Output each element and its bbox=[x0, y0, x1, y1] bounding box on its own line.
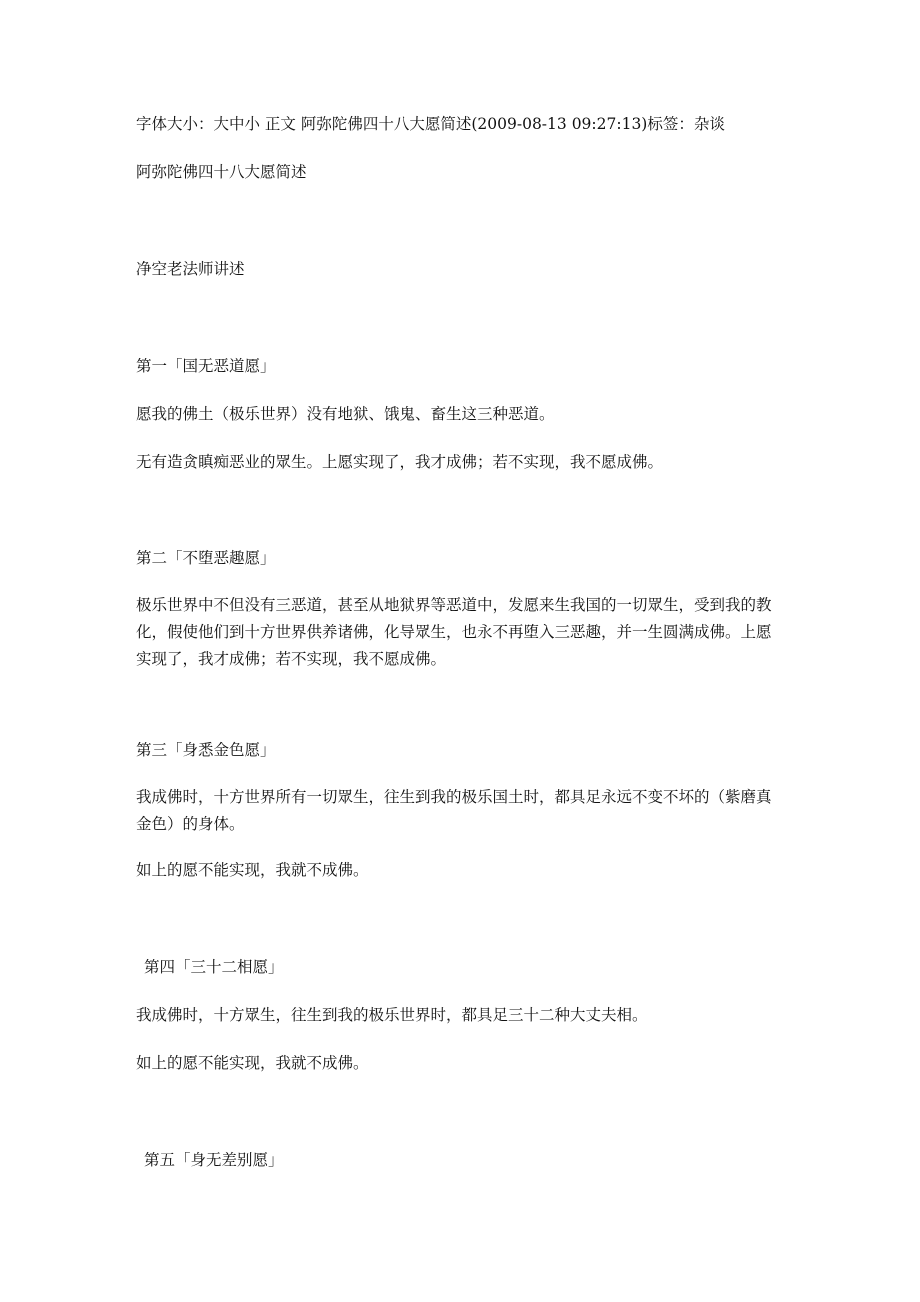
vow-heading: 第一「国无恶道愿」 bbox=[136, 357, 276, 375]
document-title: 阿弥陀佛四十八大愿简述 bbox=[136, 163, 307, 181]
vow-paragraph: 我成佛时，十方世界所有一切眾生，往生到我的极乐国土时，都具足永远不变不坏的（紫磨真金色）的身体。 bbox=[136, 788, 772, 833]
vow-paragraph: 我成佛时，十方眾生，往生到我的极乐世界时，都具足三十二种大丈夫相。 bbox=[136, 1006, 648, 1024]
vow-paragraph: 无有造贪瞋痴恶业的眾生。上愿实现了，我才成佛；若不实现，我不愿成佛。 bbox=[136, 453, 664, 471]
vow-paragraph: 极乐世界中不但没有三恶道，甚至从地狱界等恶道中，发愿来生我国的一切眾生，受到我的教化，假使他们到十方世界供养诸佛，化导眾生，也永不再堕入三恶趣，并一生圆满成佛。上愿实现了，我才成佛；若不实现，我不愿成佛。 bbox=[136, 596, 772, 668]
vow-paragraph: 愿我的佛土（极乐世界）没有地狱、饿鬼、畜生这三种恶道。 bbox=[136, 405, 555, 423]
meta-line: 字体大小：大中小 正文 阿弥陀佛四十八大愿简述(2009-08-13 09:27:13)标签：杂谈 bbox=[136, 115, 725, 133]
vow-heading: 第五「身无差别愿」 bbox=[144, 1151, 284, 1169]
vow-heading: 第二「不堕恶趣愿」 bbox=[136, 549, 276, 567]
vow-heading: 第三「身悉金色愿」 bbox=[136, 741, 276, 759]
vow-heading: 第四「三十二相愿」 bbox=[144, 958, 284, 976]
vow-paragraph: 如上的愿不能实现，我就不成佛。 bbox=[136, 861, 369, 879]
vow-paragraph: 如上的愿不能实现，我就不成佛。 bbox=[136, 1054, 369, 1072]
speaker-line: 净空老法师讲述 bbox=[136, 260, 245, 278]
